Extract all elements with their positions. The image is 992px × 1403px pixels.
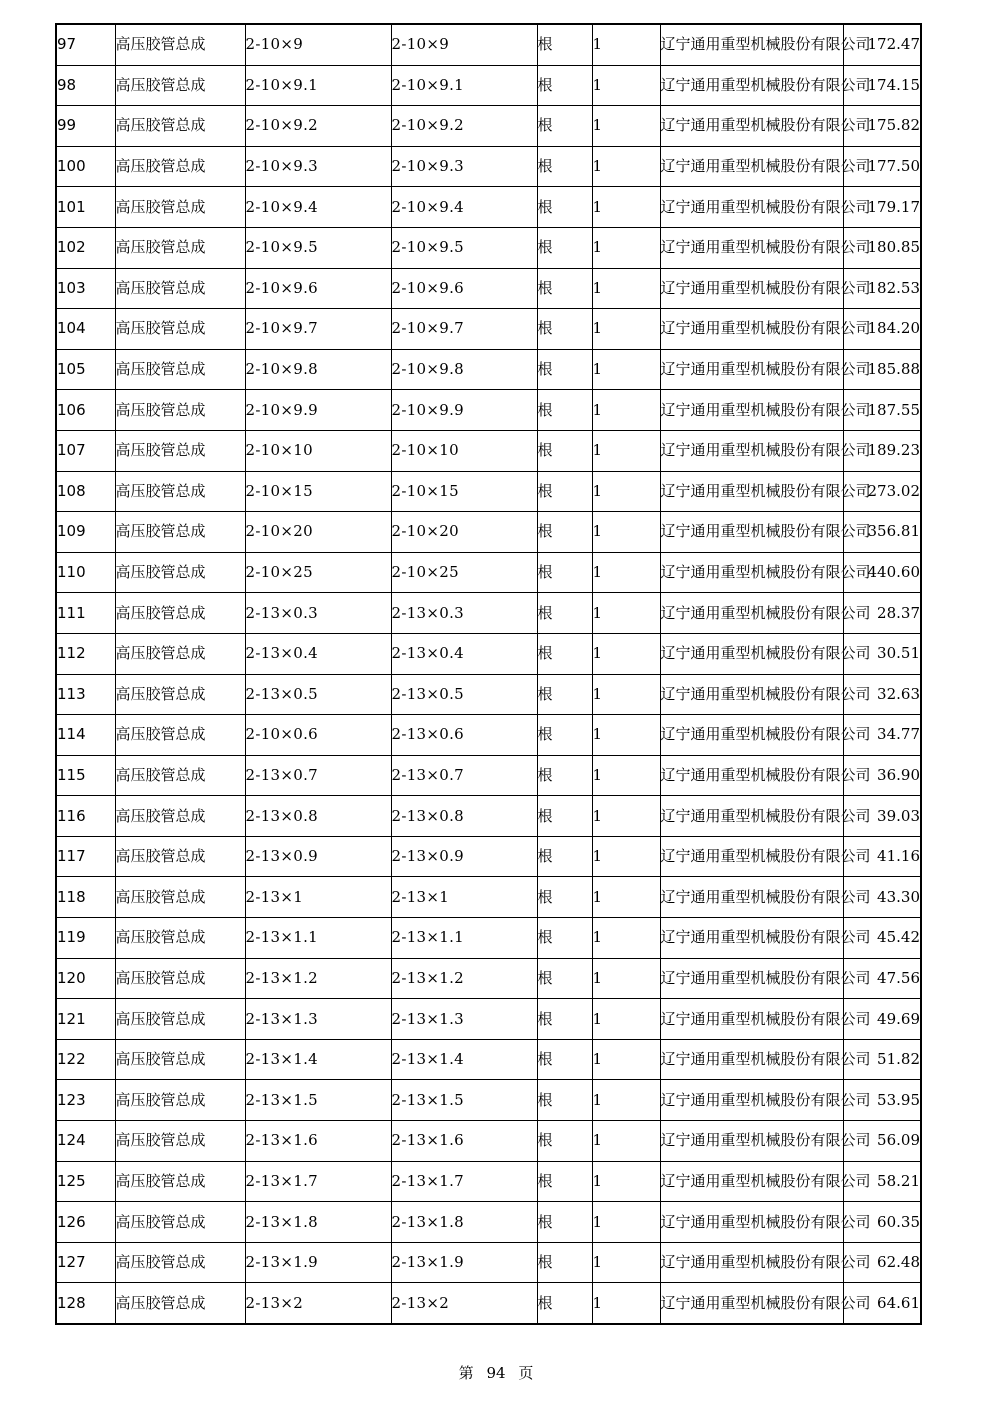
item-name-cell: 高压胶管总成	[115, 1242, 245, 1283]
unit-cell: 根	[537, 512, 592, 553]
row-number-cell: 109	[56, 512, 115, 553]
item-name-cell: 高压胶管总成	[115, 24, 245, 65]
table-row	[56, 1283, 921, 1324]
quantity-cell: 1	[592, 1080, 660, 1121]
spec-model-cell: 2-13×0.3	[245, 593, 391, 634]
spec-model-cell: 2-13×1.7	[245, 1161, 391, 1202]
quantity-cell: 1	[592, 552, 660, 593]
unit-cell: 根	[537, 390, 592, 431]
unit-cell: 根	[537, 999, 592, 1040]
item-name-cell: 高压胶管总成	[115, 390, 245, 431]
price-cell: 180.85	[843, 227, 921, 268]
manufacturer-cell: 辽宁通用重型机械股份有限公司	[660, 390, 843, 431]
quantity-cell: 1	[592, 836, 660, 877]
spec-parameter-cell: 2-13×0.9	[391, 836, 537, 877]
price-table	[55, 23, 922, 1325]
quantity-cell: 1	[592, 715, 660, 756]
item-name-cell: 高压胶管总成	[115, 877, 245, 918]
spec-parameter-cell: 2-13×1.8	[391, 1202, 537, 1243]
spec-model-cell: 2-13×0.7	[245, 755, 391, 796]
manufacturer-cell: 辽宁通用重型机械股份有限公司	[660, 1202, 843, 1243]
table-row	[56, 390, 921, 431]
manufacturer-cell: 辽宁通用重型机械股份有限公司	[660, 552, 843, 593]
unit-cell: 根	[537, 187, 592, 228]
price-cell: 36.90	[843, 755, 921, 796]
price-cell: 49.69	[843, 999, 921, 1040]
page-footer	[0, 1362, 992, 1383]
spec-parameter-cell: 2-10×9.3	[391, 146, 537, 187]
table-row	[56, 958, 921, 999]
unit-cell: 根	[537, 836, 592, 877]
price-cell: 51.82	[843, 1039, 921, 1080]
row-number-cell: 98	[56, 65, 115, 106]
item-name-cell: 高压胶管总成	[115, 268, 245, 309]
quantity-cell: 1	[592, 390, 660, 431]
quantity-cell: 1	[592, 187, 660, 228]
price-cell: 273.02	[843, 471, 921, 512]
table-row	[56, 1161, 921, 1202]
item-name-cell: 高压胶管总成	[115, 918, 245, 959]
spec-model-cell: 2-10×10	[245, 430, 391, 471]
quantity-cell: 1	[592, 918, 660, 959]
row-number-cell: 113	[56, 674, 115, 715]
quantity-cell: 1	[592, 755, 660, 796]
quantity-cell: 1	[592, 674, 660, 715]
spec-model-cell: 2-13×1.5	[245, 1080, 391, 1121]
price-cell: 182.53	[843, 268, 921, 309]
spec-parameter-cell: 2-10×9.5	[391, 227, 537, 268]
spec-parameter-cell: 2-13×1.1	[391, 918, 537, 959]
quantity-cell: 1	[592, 999, 660, 1040]
spec-parameter-cell: 2-13×0.7	[391, 755, 537, 796]
manufacturer-cell: 辽宁通用重型机械股份有限公司	[660, 877, 843, 918]
spec-parameter-cell: 2-10×9.6	[391, 268, 537, 309]
spec-model-cell: 2-13×1.9	[245, 1242, 391, 1283]
manufacturer-cell: 辽宁通用重型机械股份有限公司	[660, 146, 843, 187]
unit-cell: 根	[537, 268, 592, 309]
item-name-cell: 高压胶管总成	[115, 349, 245, 390]
spec-model-cell: 2-13×0.5	[245, 674, 391, 715]
spec-parameter-cell: 2-10×9	[391, 24, 537, 65]
unit-cell: 根	[537, 471, 592, 512]
price-cell: 64.61	[843, 1283, 921, 1324]
item-name-cell: 高压胶管总成	[115, 715, 245, 756]
price-cell: 39.03	[843, 796, 921, 837]
manufacturer-cell: 辽宁通用重型机械股份有限公司	[660, 1283, 843, 1324]
table-row	[56, 24, 921, 65]
item-name-cell: 高压胶管总成	[115, 552, 245, 593]
table-row	[56, 593, 921, 634]
item-name-cell: 高压胶管总成	[115, 1202, 245, 1243]
quantity-cell: 1	[592, 268, 660, 309]
item-name-cell: 高压胶管总成	[115, 1121, 245, 1162]
quantity-cell: 1	[592, 633, 660, 674]
spec-parameter-cell: 2-13×1.2	[391, 958, 537, 999]
item-name-cell: 高压胶管总成	[115, 999, 245, 1040]
price-cell: 58.21	[843, 1161, 921, 1202]
manufacturer-cell: 辽宁通用重型机械股份有限公司	[660, 796, 843, 837]
spec-model-cell: 2-13×1.2	[245, 958, 391, 999]
quantity-cell: 1	[592, 1283, 660, 1324]
table-row	[56, 918, 921, 959]
item-name-cell: 高压胶管总成	[115, 633, 245, 674]
manufacturer-cell: 辽宁通用重型机械股份有限公司	[660, 106, 843, 147]
spec-parameter-cell: 2-10×10	[391, 430, 537, 471]
table-body	[56, 24, 921, 1324]
manufacturer-cell: 辽宁通用重型机械股份有限公司	[660, 268, 843, 309]
spec-model-cell: 2-13×0.4	[245, 633, 391, 674]
table-row	[56, 1039, 921, 1080]
unit-cell: 根	[537, 24, 592, 65]
spec-model-cell: 2-10×9.8	[245, 349, 391, 390]
row-number-cell: 100	[56, 146, 115, 187]
item-name-cell: 高压胶管总成	[115, 796, 245, 837]
manufacturer-cell: 辽宁通用重型机械股份有限公司	[660, 755, 843, 796]
unit-cell: 根	[537, 349, 592, 390]
manufacturer-cell: 辽宁通用重型机械股份有限公司	[660, 999, 843, 1040]
row-number-cell: 114	[56, 715, 115, 756]
manufacturer-cell: 辽宁通用重型机械股份有限公司	[660, 958, 843, 999]
unit-cell: 根	[537, 309, 592, 350]
table-row	[56, 146, 921, 187]
table-row	[56, 836, 921, 877]
spec-model-cell: 2-13×0.9	[245, 836, 391, 877]
price-cell: 47.56	[843, 958, 921, 999]
row-number-cell: 122	[56, 1039, 115, 1080]
unit-cell: 根	[537, 1283, 592, 1324]
unit-cell: 根	[537, 1121, 592, 1162]
item-name-cell: 高压胶管总成	[115, 309, 245, 350]
quantity-cell: 1	[592, 1242, 660, 1283]
spec-parameter-cell: 2-13×1.3	[391, 999, 537, 1040]
unit-cell: 根	[537, 552, 592, 593]
table-row	[56, 227, 921, 268]
manufacturer-cell: 辽宁通用重型机械股份有限公司	[660, 1080, 843, 1121]
row-number-cell: 117	[56, 836, 115, 877]
unit-cell: 根	[537, 674, 592, 715]
manufacturer-cell: 辽宁通用重型机械股份有限公司	[660, 918, 843, 959]
row-number-cell: 103	[56, 268, 115, 309]
row-number-cell: 118	[56, 877, 115, 918]
spec-parameter-cell: 2-10×9.8	[391, 349, 537, 390]
table-row	[56, 715, 921, 756]
unit-cell: 根	[537, 146, 592, 187]
manufacturer-cell: 辽宁通用重型机械股份有限公司	[660, 471, 843, 512]
price-cell: 32.63	[843, 674, 921, 715]
spec-parameter-cell: 2-10×9.7	[391, 309, 537, 350]
table-row	[56, 674, 921, 715]
price-cell: 56.09	[843, 1121, 921, 1162]
manufacturer-cell: 辽宁通用重型机械股份有限公司	[660, 65, 843, 106]
row-number-cell: 128	[56, 1283, 115, 1324]
spec-model-cell: 2-10×9.4	[245, 187, 391, 228]
spec-model-cell: 2-10×9.6	[245, 268, 391, 309]
item-name-cell: 高压胶管总成	[115, 1161, 245, 1202]
table-row	[56, 512, 921, 553]
row-number-cell: 124	[56, 1121, 115, 1162]
row-number-cell: 126	[56, 1202, 115, 1243]
footer-suffix: 页	[518, 1364, 534, 1382]
item-name-cell: 高压胶管总成	[115, 106, 245, 147]
quantity-cell: 1	[592, 24, 660, 65]
table-row	[56, 999, 921, 1040]
spec-parameter-cell: 2-13×0.3	[391, 593, 537, 634]
row-number-cell: 104	[56, 309, 115, 350]
spec-model-cell: 2-10×9.7	[245, 309, 391, 350]
row-number-cell: 111	[56, 593, 115, 634]
quantity-cell: 1	[592, 1202, 660, 1243]
unit-cell: 根	[537, 227, 592, 268]
item-name-cell: 高压胶管总成	[115, 1039, 245, 1080]
row-number-cell: 99	[56, 106, 115, 147]
row-number-cell: 125	[56, 1161, 115, 1202]
table-row	[56, 877, 921, 918]
item-name-cell: 高压胶管总成	[115, 65, 245, 106]
spec-model-cell: 2-13×0.8	[245, 796, 391, 837]
price-cell: 189.23	[843, 430, 921, 471]
unit-cell: 根	[537, 1039, 592, 1080]
price-cell: 60.35	[843, 1202, 921, 1243]
price-cell: 34.77	[843, 715, 921, 756]
spec-parameter-cell: 2-13×1	[391, 877, 537, 918]
table-row	[56, 1202, 921, 1243]
spec-parameter-cell: 2-10×15	[391, 471, 537, 512]
spec-parameter-cell: 2-10×9.2	[391, 106, 537, 147]
item-name-cell: 高压胶管总成	[115, 674, 245, 715]
spec-model-cell: 2-13×1	[245, 877, 391, 918]
price-cell: 177.50	[843, 146, 921, 187]
quantity-cell: 1	[592, 227, 660, 268]
item-name-cell: 高压胶管总成	[115, 512, 245, 553]
price-cell: 175.82	[843, 106, 921, 147]
unit-cell: 根	[537, 1161, 592, 1202]
item-name-cell: 高压胶管总成	[115, 755, 245, 796]
spec-parameter-cell: 2-13×1.4	[391, 1039, 537, 1080]
quantity-cell: 1	[592, 958, 660, 999]
spec-parameter-cell: 2-13×2	[391, 1283, 537, 1324]
spec-model-cell: 2-13×1.1	[245, 918, 391, 959]
unit-cell: 根	[537, 106, 592, 147]
table-row	[56, 755, 921, 796]
table-row	[56, 349, 921, 390]
table-row	[56, 187, 921, 228]
price-cell: 28.37	[843, 593, 921, 634]
manufacturer-cell: 辽宁通用重型机械股份有限公司	[660, 1161, 843, 1202]
table-row	[56, 633, 921, 674]
item-name-cell: 高压胶管总成	[115, 471, 245, 512]
price-cell: 43.30	[843, 877, 921, 918]
quantity-cell: 1	[592, 106, 660, 147]
spec-parameter-cell: 2-13×0.5	[391, 674, 537, 715]
table-row	[56, 65, 921, 106]
unit-cell: 根	[537, 796, 592, 837]
manufacturer-cell: 辽宁通用重型机械股份有限公司	[660, 227, 843, 268]
spec-model-cell: 2-10×9	[245, 24, 391, 65]
quantity-cell: 1	[592, 796, 660, 837]
item-name-cell: 高压胶管总成	[115, 430, 245, 471]
quantity-cell: 1	[592, 430, 660, 471]
manufacturer-cell: 辽宁通用重型机械股份有限公司	[660, 1039, 843, 1080]
item-name-cell: 高压胶管总成	[115, 1080, 245, 1121]
price-cell: 53.95	[843, 1080, 921, 1121]
spec-parameter-cell: 2-10×25	[391, 552, 537, 593]
unit-cell: 根	[537, 430, 592, 471]
item-name-cell: 高压胶管总成	[115, 187, 245, 228]
unit-cell: 根	[537, 1080, 592, 1121]
row-number-cell: 107	[56, 430, 115, 471]
row-number-cell: 115	[56, 755, 115, 796]
item-name-cell: 高压胶管总成	[115, 836, 245, 877]
spec-model-cell: 2-10×0.6	[245, 715, 391, 756]
row-number-cell: 105	[56, 349, 115, 390]
page-number: 94	[486, 1364, 506, 1382]
price-cell: 45.42	[843, 918, 921, 959]
manufacturer-cell: 辽宁通用重型机械股份有限公司	[660, 430, 843, 471]
spec-parameter-cell: 2-13×1.6	[391, 1121, 537, 1162]
spec-model-cell: 2-10×9.2	[245, 106, 391, 147]
manufacturer-cell: 辽宁通用重型机械股份有限公司	[660, 187, 843, 228]
spec-model-cell: 2-10×9.1	[245, 65, 391, 106]
manufacturer-cell: 辽宁通用重型机械股份有限公司	[660, 1121, 843, 1162]
spec-parameter-cell: 2-13×1.5	[391, 1080, 537, 1121]
price-cell: 179.17	[843, 187, 921, 228]
item-name-cell: 高压胶管总成	[115, 958, 245, 999]
row-number-cell: 102	[56, 227, 115, 268]
spec-model-cell: 2-13×1.4	[245, 1039, 391, 1080]
table-row	[56, 268, 921, 309]
manufacturer-cell: 辽宁通用重型机械股份有限公司	[660, 836, 843, 877]
spec-parameter-cell: 2-13×1.9	[391, 1242, 537, 1283]
table-row	[56, 1121, 921, 1162]
manufacturer-cell: 辽宁通用重型机械股份有限公司	[660, 593, 843, 634]
unit-cell: 根	[537, 593, 592, 634]
spec-parameter-cell: 2-10×9.1	[391, 65, 537, 106]
quantity-cell: 1	[592, 1121, 660, 1162]
table-row	[56, 471, 921, 512]
row-number-cell: 108	[56, 471, 115, 512]
row-number-cell: 116	[56, 796, 115, 837]
row-number-cell: 127	[56, 1242, 115, 1283]
spec-parameter-cell: 2-10×9.4	[391, 187, 537, 228]
quantity-cell: 1	[592, 512, 660, 553]
row-number-cell: 106	[56, 390, 115, 431]
price-cell: 62.48	[843, 1242, 921, 1283]
spec-parameter-cell: 2-10×9.9	[391, 390, 537, 431]
row-number-cell: 112	[56, 633, 115, 674]
row-number-cell: 123	[56, 1080, 115, 1121]
manufacturer-cell: 辽宁通用重型机械股份有限公司	[660, 1242, 843, 1283]
spec-model-cell: 2-13×1.3	[245, 999, 391, 1040]
quantity-cell: 1	[592, 877, 660, 918]
table-row	[56, 106, 921, 147]
row-number-cell: 110	[56, 552, 115, 593]
spec-parameter-cell: 2-13×1.7	[391, 1161, 537, 1202]
manufacturer-cell: 辽宁通用重型机械股份有限公司	[660, 349, 843, 390]
quantity-cell: 1	[592, 471, 660, 512]
row-number-cell: 97	[56, 24, 115, 65]
unit-cell: 根	[537, 1242, 592, 1283]
spec-parameter-cell: 2-10×20	[391, 512, 537, 553]
manufacturer-cell: 辽宁通用重型机械股份有限公司	[660, 309, 843, 350]
spec-model-cell: 2-10×25	[245, 552, 391, 593]
table-row	[56, 1242, 921, 1283]
spec-parameter-cell: 2-13×0.6	[391, 715, 537, 756]
quantity-cell: 1	[592, 593, 660, 634]
footer-prefix: 第	[458, 1364, 474, 1382]
row-number-cell: 101	[56, 187, 115, 228]
spec-model-cell: 2-13×2	[245, 1283, 391, 1324]
item-name-cell: 高压胶管总成	[115, 146, 245, 187]
row-number-cell: 120	[56, 958, 115, 999]
quantity-cell: 1	[592, 309, 660, 350]
item-name-cell: 高压胶管总成	[115, 593, 245, 634]
price-cell: 172.47	[843, 24, 921, 65]
spec-model-cell: 2-10×9.9	[245, 390, 391, 431]
item-name-cell: 高压胶管总成	[115, 1283, 245, 1324]
unit-cell: 根	[537, 877, 592, 918]
unit-cell: 根	[537, 958, 592, 999]
manufacturer-cell: 辽宁通用重型机械股份有限公司	[660, 674, 843, 715]
unit-cell: 根	[537, 65, 592, 106]
spec-model-cell: 2-10×9.5	[245, 227, 391, 268]
price-cell: 356.81	[843, 512, 921, 553]
row-number-cell: 119	[56, 918, 115, 959]
spec-parameter-cell: 2-13×0.4	[391, 633, 537, 674]
quantity-cell: 1	[592, 1161, 660, 1202]
manufacturer-cell: 辽宁通用重型机械股份有限公司	[660, 512, 843, 553]
price-cell: 30.51	[843, 633, 921, 674]
table-row	[56, 309, 921, 350]
manufacturer-cell: 辽宁通用重型机械股份有限公司	[660, 715, 843, 756]
table-row	[56, 430, 921, 471]
manufacturer-cell: 辽宁通用重型机械股份有限公司	[660, 633, 843, 674]
quantity-cell: 1	[592, 65, 660, 106]
unit-cell: 根	[537, 918, 592, 959]
item-name-cell: 高压胶管总成	[115, 227, 245, 268]
spec-parameter-cell: 2-13×0.8	[391, 796, 537, 837]
price-cell: 185.88	[843, 349, 921, 390]
price-cell: 184.20	[843, 309, 921, 350]
price-cell: 174.15	[843, 65, 921, 106]
spec-model-cell: 2-13×1.8	[245, 1202, 391, 1243]
spec-model-cell: 2-10×20	[245, 512, 391, 553]
price-cell: 41.16	[843, 836, 921, 877]
quantity-cell: 1	[592, 349, 660, 390]
price-cell: 440.60	[843, 552, 921, 593]
unit-cell: 根	[537, 715, 592, 756]
unit-cell: 根	[537, 755, 592, 796]
unit-cell: 根	[537, 633, 592, 674]
quantity-cell: 1	[592, 146, 660, 187]
table-row	[56, 1080, 921, 1121]
row-number-cell: 121	[56, 999, 115, 1040]
spec-model-cell: 2-10×9.3	[245, 146, 391, 187]
spec-model-cell: 2-10×15	[245, 471, 391, 512]
manufacturer-cell: 辽宁通用重型机械股份有限公司	[660, 24, 843, 65]
table-row	[56, 552, 921, 593]
quantity-cell: 1	[592, 1039, 660, 1080]
price-cell: 187.55	[843, 390, 921, 431]
unit-cell: 根	[537, 1202, 592, 1243]
spec-model-cell: 2-13×1.6	[245, 1121, 391, 1162]
table-row	[56, 796, 921, 837]
